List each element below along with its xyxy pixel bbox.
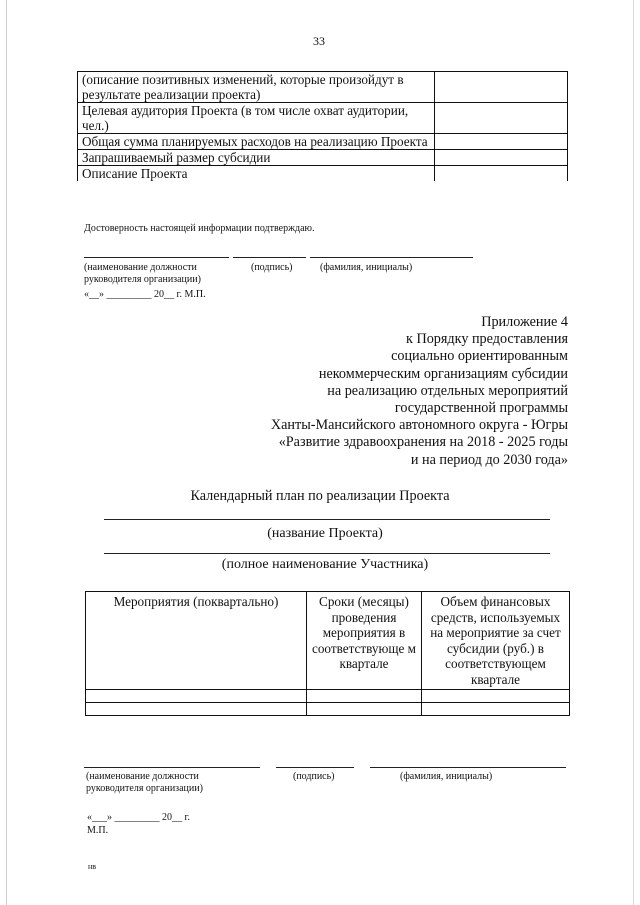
project-name-line bbox=[104, 519, 550, 520]
table-cell-label: Описание Проекта bbox=[78, 166, 435, 182]
position-caption: (наименование должности руководителя организации) bbox=[84, 262, 201, 285]
table-cell bbox=[307, 690, 422, 703]
page-edge-left bbox=[6, 0, 7, 905]
table-cell bbox=[307, 703, 422, 716]
table-cell bbox=[422, 690, 570, 703]
position-line-2 bbox=[84, 767, 260, 768]
table-row bbox=[78, 166, 568, 182]
calendar-plan-table bbox=[85, 591, 570, 716]
position-caption-2: (наименование должности руководителя организации) bbox=[86, 771, 203, 794]
table-row bbox=[78, 103, 568, 134]
table-row bbox=[78, 72, 568, 103]
signature-caption-2: (подпись) bbox=[293, 771, 335, 782]
appendix-line: к Порядку предоставления bbox=[406, 331, 568, 348]
appendix-line: и на период до 2030 года» bbox=[410, 451, 568, 468]
signature-line-2 bbox=[276, 767, 354, 768]
page-edge-right bbox=[633, 0, 634, 905]
table-row bbox=[86, 703, 570, 716]
date-stamp-line: «__» _________ 20__ г. М.П. bbox=[84, 289, 206, 300]
position-line bbox=[84, 257, 229, 258]
table-cell-label: Целевая аудитория Проекта (в том числе охват аудитории, чел.) bbox=[78, 103, 435, 134]
appendix-line: некоммерческим организациям субсидии bbox=[318, 365, 568, 382]
header-activities: Мероприятия (поквартально) bbox=[86, 592, 307, 690]
signature-caption: (подпись) bbox=[251, 262, 293, 273]
appendix-line: Приложение 4 bbox=[481, 314, 568, 330]
table-row bbox=[78, 134, 568, 150]
participant-name-caption: (полное наименование Участника) bbox=[221, 557, 429, 572]
stamp-mark: М.П. bbox=[87, 825, 109, 836]
table-cell-value bbox=[435, 166, 568, 182]
appendix-line: «Развитие здравоохранения на 2018 - 2025 годы bbox=[278, 434, 568, 451]
table-cell bbox=[422, 703, 570, 716]
appendix-line: государственной программы bbox=[394, 400, 568, 417]
project-info-table bbox=[77, 71, 568, 181]
table-row bbox=[78, 150, 568, 166]
plan-title: Календарный план по реализации Проекта bbox=[190, 488, 450, 504]
project-name-caption: (название Проекта) bbox=[267, 526, 383, 541]
date-line-2: «___» _________ 20__ г. bbox=[87, 812, 190, 823]
header-funding: Объем финансовых средств, используемых на мероприятие за счет субсидии (руб.) в соответствующем квартале bbox=[422, 592, 570, 690]
page-number: 33 bbox=[313, 34, 325, 48]
table-cell bbox=[86, 690, 307, 703]
table-cell bbox=[86, 703, 307, 716]
appendix-header bbox=[238, 314, 568, 469]
table-cell-label: (описание позитивных изменений, которые произойдут в результате реализации проекта) bbox=[78, 72, 435, 103]
table-cell-label: Запрашиваемый размер субсидии bbox=[78, 150, 435, 166]
table-cell-value bbox=[435, 103, 568, 134]
table-header-row bbox=[86, 592, 570, 690]
appendix-line: социально ориентированным bbox=[391, 348, 568, 365]
name-line bbox=[310, 257, 473, 258]
confirmation-text: Достоверность настоящей информации подтверждаю. bbox=[84, 223, 315, 234]
appendix-line: Ханты-Мансийского автономного округа - Югры bbox=[270, 417, 568, 434]
name-line-2 bbox=[370, 767, 566, 768]
name-caption: (фамилия, инициалы) bbox=[320, 262, 413, 273]
footer-mark: нв bbox=[88, 862, 97, 871]
table-cell-value bbox=[435, 134, 568, 150]
table-row bbox=[86, 690, 570, 703]
header-terms: Сроки (месяцы) проведения мероприятия в соответствующе м квартале bbox=[307, 592, 422, 690]
participant-name-line bbox=[104, 553, 550, 554]
table-cell-label: Общая сумма планируемых расходов на реализацию Проекта bbox=[78, 134, 435, 150]
signature-line bbox=[233, 257, 306, 258]
table-cell-value bbox=[435, 72, 568, 103]
table-cell-value bbox=[435, 150, 568, 166]
name-caption-2: (фамилия, инициалы) bbox=[400, 771, 493, 782]
appendix-line: на реализацию отдельных мероприятий bbox=[327, 382, 568, 399]
